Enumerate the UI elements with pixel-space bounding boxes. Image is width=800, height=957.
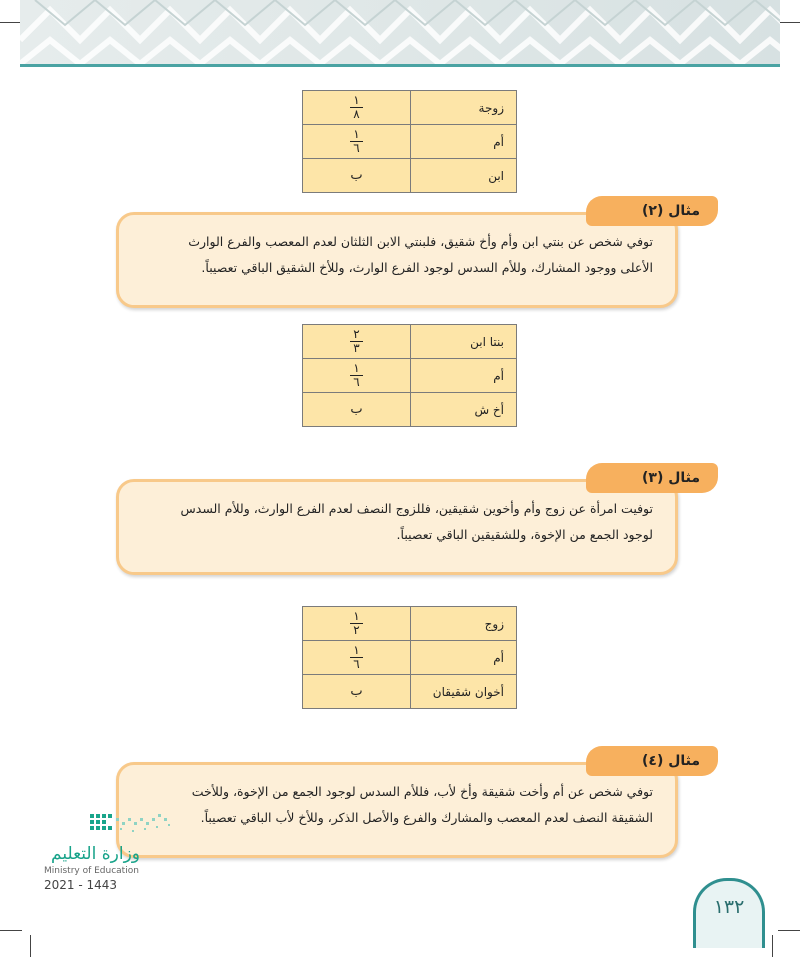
heir-name: زوج [411, 607, 517, 641]
share-value: $\frac{١}{٦}$ [303, 125, 411, 159]
heir-name: ابن [411, 159, 517, 193]
crop-mark [772, 935, 773, 957]
heir-name: زوجة [411, 91, 517, 125]
crop-mark [30, 935, 31, 957]
share-value: $\frac{١}{٦}$ [303, 359, 411, 393]
crop-mark [0, 22, 22, 23]
heir-name: أم [411, 125, 517, 159]
heirs-table-3 [302, 606, 517, 709]
crop-mark [778, 22, 800, 23]
example-text-line: الأعلى ووجود المشارك، وللأم السدس لوجود الفرع الوارث، وللأخ الشقيق الباقي تعصيباً. [201, 260, 653, 275]
heir-name: بنتا ابن [411, 325, 517, 359]
crop-mark [0, 930, 22, 931]
table-row [303, 91, 517, 125]
share-value: $\frac{١}{٢}$ [303, 607, 411, 641]
crop-mark [778, 930, 800, 931]
table-row [303, 359, 517, 393]
ministry-name-arabic: وزارة التعليم [51, 844, 140, 864]
example-box-3 [116, 479, 678, 575]
example-text-line: لوجود الجمع من الإخوة، وللشقيقين الباقي تعصيباً. [396, 527, 653, 542]
example-label-3: مثال (٣) [586, 463, 718, 493]
table-row [303, 607, 517, 641]
table-row [303, 125, 517, 159]
ministry-name-english: Ministry of Education [44, 866, 139, 876]
heir-name: أخوان شقيقان [411, 675, 517, 709]
share-value: $\frac{١}{٨}$ [303, 91, 411, 125]
example-box-2 [116, 212, 678, 308]
table-row [303, 393, 517, 427]
table-row [303, 159, 517, 193]
example-text-line: الشقيقة النصف لعدم المعصب والمشارك والفرع والأصل الذكر، وللأخ لأب الباقي تعصيباً. [200, 810, 653, 825]
example-box-4 [116, 762, 678, 858]
heir-name: أم [411, 359, 517, 393]
ministry-logo [44, 808, 184, 898]
share-value: ب [303, 159, 411, 193]
share-value: $\frac{٢}{٣}$ [303, 325, 411, 359]
page-number: ١٣٢ [693, 878, 765, 948]
table-row [303, 675, 517, 709]
heirs-table-2 [302, 324, 517, 427]
share-value: ب [303, 393, 411, 427]
example-label-2: مثال (٢) [586, 196, 718, 226]
table-row [303, 641, 517, 675]
decorative-header-band [20, 0, 780, 67]
pattern-decoration [20, 0, 780, 64]
edition-year: 2021 - 1443 [44, 878, 118, 892]
example-label-4: مثال (٤) [586, 746, 718, 776]
table-row [303, 325, 517, 359]
example-text-line: توفي شخص عن بنتي ابن وأم وأخ شقيق، فلبنتي الابن الثلثان لعدم المعصب والفرع الوارث [188, 234, 653, 249]
heir-name: أم [411, 641, 517, 675]
heirs-table-1 [302, 90, 517, 193]
share-value: $\frac{١}{٦}$ [303, 641, 411, 675]
example-text-line: توفي شخص عن أم وأخت شقيقة وأخ لأب، فللأم السدس لوجود الجمع من الإخوة، وللأخت [191, 784, 653, 799]
share-value: ب [303, 675, 411, 709]
example-text-line: توفيت امرأة عن زوج وأم وأخوين شقيقين، فللزوج النصف لعدم الفرع الوارث، وللأم السدس [180, 501, 653, 516]
heir-name: أخ ش [411, 393, 517, 427]
dots-logo-icon [44, 808, 184, 844]
